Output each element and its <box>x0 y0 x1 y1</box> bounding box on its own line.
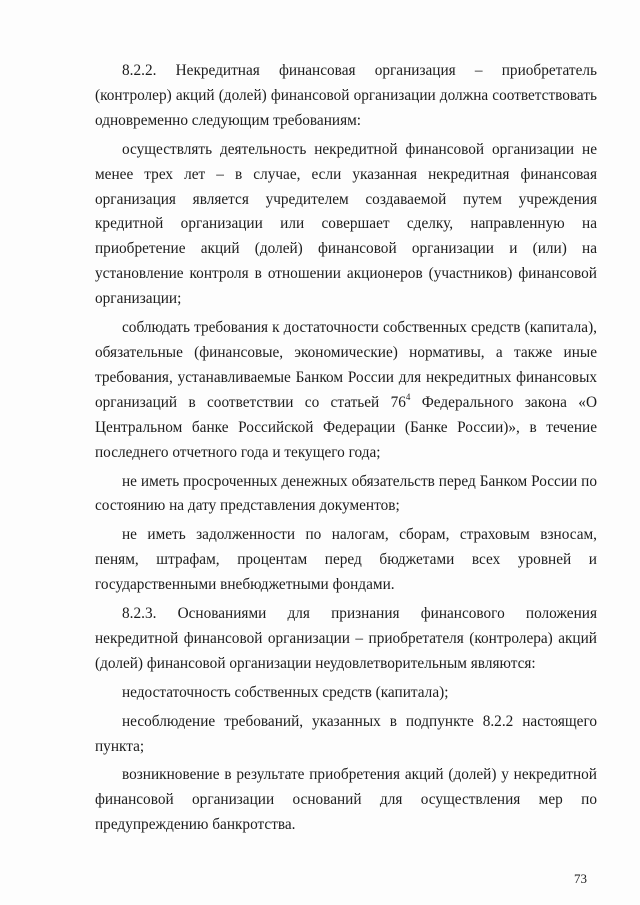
paragraph-ground-noncompliance: несоблюдение требований, указанных в подпункте 8.2.2 настоящего пункта; <box>95 712 597 755</box>
paragraph-ground-insufficient-capital: недостаточность собственных средств (капитала); <box>122 683 449 701</box>
paragraph-8-2-2-intro: 8.2.2. Некредитная финансовая организация – приобретатель (контролер) акций (долей) финансовой организации должна соответствовать одновременно следующим требованиям: <box>95 62 597 129</box>
paragraph-requirement-no-debt: не иметь задолженности по налогам, сборам, страховым взносам, пеням, штрафам, процентам перед бюджетами всех уровней и государственными внебюджетными фондами. <box>95 526 597 594</box>
capital-text-before: соблюдать требования к достаточности собственных средств (капитала), обязательные (финансовые, экономические) нормативы, а также иные требования, устанавливаемые Банком России для некредитных финансовых организаций в соответствии со статьей 76 <box>95 319 597 411</box>
body-text <box>95 59 597 838</box>
article-superscript: 4 <box>405 391 411 402</box>
paragraph-8-2-3-intro: 8.2.3. Основаниями для признания финансового положения некредитной финансовой организации – приобретателя (контролера) акций (долей) финансовой организации неудовлетворительным являются: <box>95 605 597 672</box>
paragraph-requirement-capital <box>95 316 597 465</box>
page-number: 73 <box>574 871 587 886</box>
capital-text-after: Федерального закона «О Центральном банке Российской Федерации (Банке России)», в течение последнего отчетного года и текущего года; <box>95 393 598 461</box>
paragraph-requirement-experience: осуществлять деятельность некредитной финансовой организации не менее трех лет – в случае, если указанная некредитная финансовая организация является учредителем создаваемой путем учреждения кредитной организации или совершает сделку, направленную на приобретение акций (долей) финансовой организации и (или) на установление контроля в отношении акционеров (участников) финансовой организации; <box>95 140 597 308</box>
paragraph-requirement-no-overdue: не иметь просроченных денежных обязательств перед Банком России по состоянию на дату представления документов; <box>95 472 597 515</box>
paragraph-ground-bankruptcy: возникновение в результате приобретения акций (долей) у некредитной финансовой организации оснований для осуществления мер по предупреждению банкротства. <box>95 766 597 834</box>
